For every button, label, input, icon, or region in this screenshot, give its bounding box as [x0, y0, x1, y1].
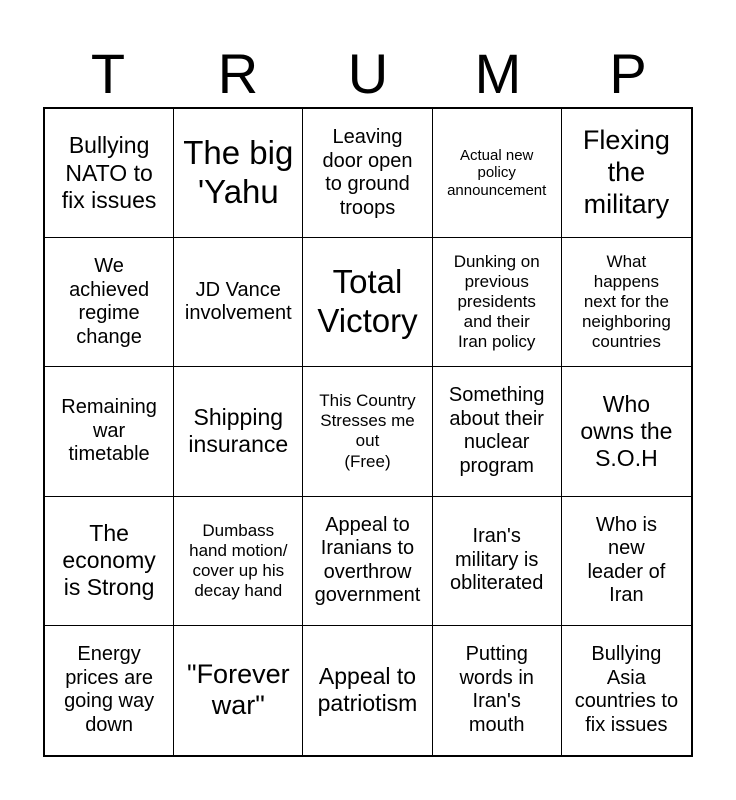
- bingo-cell[interactable]: Shipping insurance: [174, 367, 303, 496]
- bingo-cell[interactable]: Bullying NATO to fix issues: [45, 109, 174, 238]
- bingo-cell[interactable]: We achieved regime change: [45, 238, 174, 367]
- free-space-cell[interactable]: This Country Stresses me out (Free): [303, 367, 432, 496]
- bingo-cell[interactable]: Dunking on previous presidents and their Iran policy: [433, 238, 562, 367]
- bingo-cell[interactable]: Dumbass hand motion/ cover up his decay hand: [174, 497, 303, 626]
- bingo-cell[interactable]: Remaining war timetable: [45, 367, 174, 496]
- bingo-cell[interactable]: Flexing the military: [562, 109, 691, 238]
- bingo-board: [43, 107, 693, 757]
- bingo-cell[interactable]: The big 'Yahu: [174, 109, 303, 238]
- bingo-cell[interactable]: Putting words in Iran's mouth: [433, 626, 562, 755]
- bingo-cell[interactable]: Iran's military is obliterated: [433, 497, 562, 626]
- bingo-cell[interactable]: Energy prices are going way down: [45, 626, 174, 755]
- bingo-cell[interactable]: Appeal to Iranians to overthrow government: [303, 497, 432, 626]
- bingo-cell[interactable]: Leaving door open to ground troops: [303, 109, 432, 238]
- bingo-cell[interactable]: What happens next for the neighboring countries: [562, 238, 691, 367]
- bingo-cell[interactable]: Who is new leader of Iran: [562, 497, 691, 626]
- bingo-cell[interactable]: "Forever war": [174, 626, 303, 755]
- bingo-cell[interactable]: Actual new policy announcement: [433, 109, 562, 238]
- bingo-cell[interactable]: Appeal to patriotism: [303, 626, 432, 755]
- header-letter-t: T: [90, 42, 126, 105]
- bingo-cell[interactable]: Total Victory: [303, 238, 432, 367]
- bingo-cell[interactable]: Something about their nuclear program: [433, 367, 562, 496]
- bingo-cell[interactable]: Who owns the S.O.H: [562, 367, 691, 496]
- header-letter-m: M: [474, 42, 522, 105]
- header-letter-p: P: [609, 42, 647, 105]
- bingo-cell[interactable]: The economy is Strong: [45, 497, 174, 626]
- header-letter-u: U: [347, 42, 389, 105]
- bingo-cell[interactable]: JD Vance involvement: [174, 238, 303, 367]
- header-letter-r: R: [217, 42, 259, 105]
- bingo-header: [43, 40, 693, 108]
- bingo-cell[interactable]: Bullying Asia countries to fix issues: [574, 643, 679, 736]
